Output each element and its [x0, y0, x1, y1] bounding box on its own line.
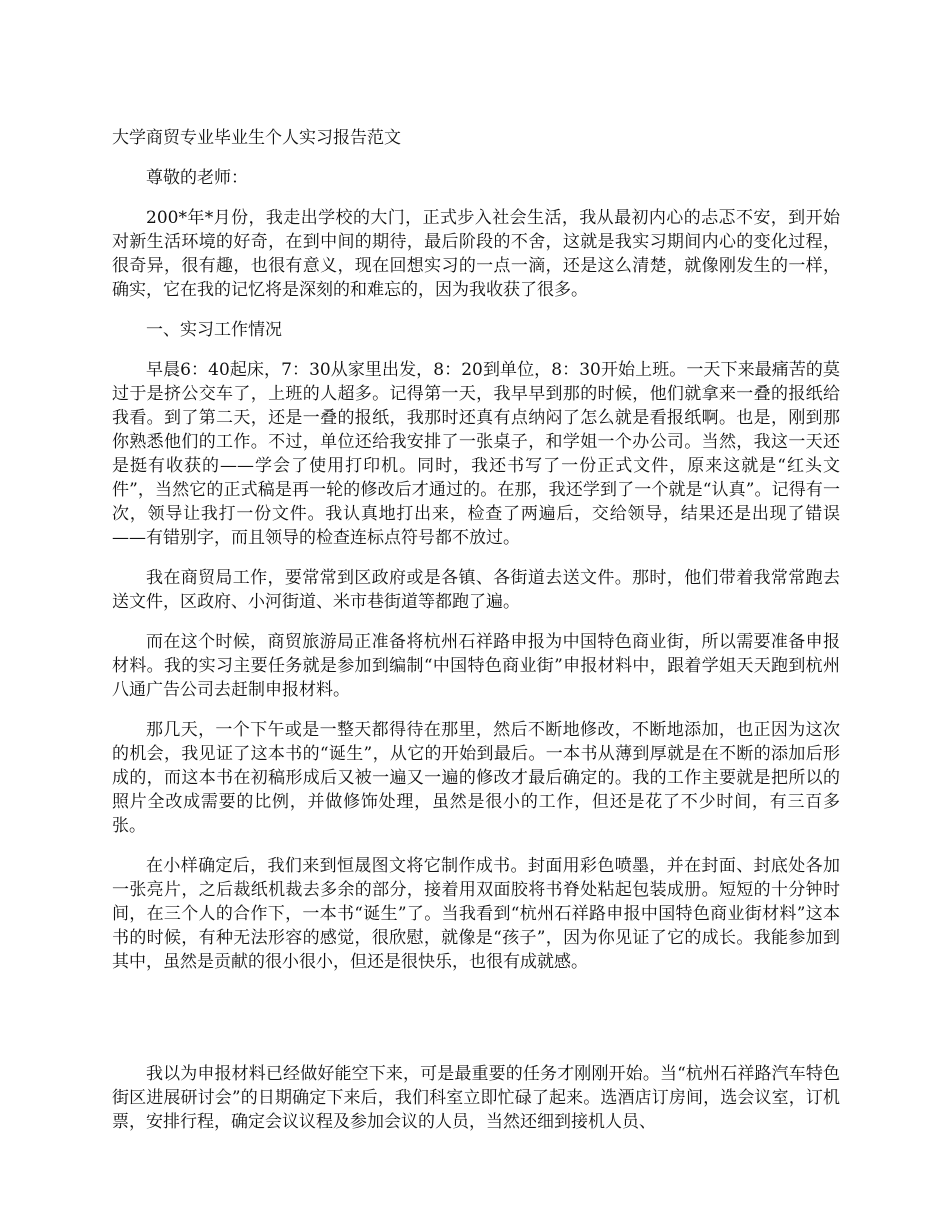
- paragraph-conference-prep: 我以为申报材料已经做好能空下来，可是最重要的任务才刚刚开始。当“杭州石祥路汽车特色街区进展研讨会”的日期确定下来后，我们科室立即忙碌了起来。选酒店订房间，选会议室，订机票，安排行程，确定会议议程及参加会议的人员，当然还细到接机人员、: [112, 1064, 840, 1132]
- document-page: [112, 126, 840, 1150]
- intro-paragraph: 200*年*月份，我走出学校的大门，正式步入社会生活，我从最初内心的忐忑不安，到开始对新生活环境的好奇，在到中间的期待，最后阶段的不舍，这就是我实习期间内心的变化过程，很奇异，很有趣，也很有意义，现在回想实习的一点一滴，还是这么清楚，就像刚发生的一样，确实，它在我的记忆将是深刻的和难忘的，因为我收获了很多。: [112, 208, 840, 300]
- paragraph-daily-routine: 早晨6：40起床，7：30从家里出发，8：20到单位，8：30开始上班。一天下来最痛苦的莫过于是挤公交车了，上班的人超多。记得第一天，我早早到那的时候，他们就拿来一叠的报纸给我看。到了第二天，还是一叠的报纸，我那时还真有点纳闷了怎么就是看报纸啊。也是，刚到那你熟悉他们的工作。不过，单位还给我安排了一张桌子，和学姐一个办公司。当然，我这一天还是挺有收获的——学会了使用打印机。同时，我还书写了一份正式文件，原来这就是“红头文件”，当然它的正式稿是再一轮的修改后才通过的。在那，我还学到了一个就是“认真”。记得有一次，领导让我打一份文件。我认真地打出来，检查了两遍后，交给领导，结果还是出现了错误——有错别字，而且领导的检查连标点符号都不放过。: [112, 360, 840, 548]
- document-title: 大学商贸专业毕业生个人实习报告范文: [112, 128, 401, 148]
- salutation: 尊敬的老师：: [146, 168, 248, 188]
- paragraph-application-materials: 而在这个时候，商贸旅游局正准备将杭州石祥路申报为中国特色商业街，所以需要准备申报材料。我的实习主要任务就是参加到编制“中国特色商业街”申报材料中，跟着学姐天天跑到杭州八通广告公司去赶制申报材料。: [112, 632, 840, 700]
- paragraph-book-production: 在小样确定后，我们来到恒晟图文将它制作成书。封面用彩色喷墨，并在封面、封底处各加一张亮片，之后裁纸机裁去多余的部分，接着用双面胶将书脊处粘起包装成册。短短的十分钟时间，在三个人的合作下，一本书“诞生”了。当我看到“杭州石祥路申报中国特色商业街材料”这本书的时候，有种无法形容的感觉，很欣慰，就像是“孩子”，因为你见证了它的成长。我能参加到其中，虽然是贡献的很小很小，但还是很快乐，也很有成就感。: [112, 856, 840, 972]
- blank-gap: [112, 990, 840, 1062]
- paragraph-editing-work: 那几天，一个下午或是一整天都得待在那里，然后不断地修改，不断地添加，也正因为这次的机会，我见证了这本书的“诞生”，从它的开始到最后。一本书从薄到厚就是在不断的添加后形成的，而这本书在初稿形成后又被一遍又一遍的修改才最后确定的。我的工作主要就是把所以的照片全改成需要的比例，并做修饰处理，虽然是很小的工作，但还是花了不少时间，有三百多张。: [112, 720, 840, 836]
- section-heading: 一、实习工作情况: [146, 320, 282, 340]
- paragraph-document-delivery: 我在商贸局工作，要常常到区政府或是各镇、各街道去送文件。那时，他们带着我常常跑去送文件，区政府、小河街道、米市巷街道等都跑了遍。: [112, 568, 840, 612]
